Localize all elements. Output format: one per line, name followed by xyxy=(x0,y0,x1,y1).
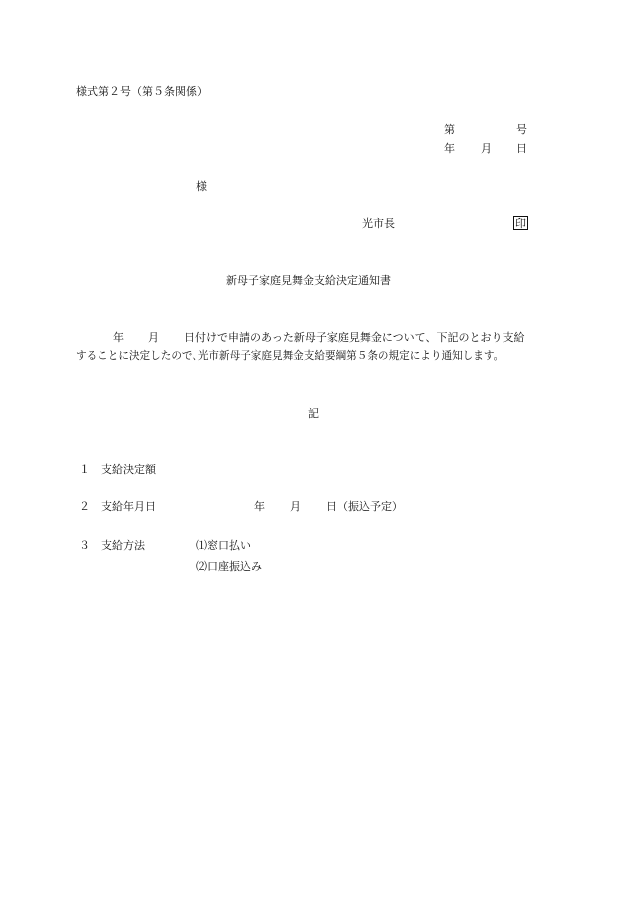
item-3-label: 支給方法 xyxy=(101,539,145,552)
document-title: 新母子家庭見舞金支給決定通知書 xyxy=(226,274,391,287)
item-1-label: 支給決定額 xyxy=(101,463,156,476)
body-year: 年 xyxy=(113,331,124,344)
body-month: 月 xyxy=(148,331,159,344)
item-2-month: 月 xyxy=(290,500,301,513)
ki-heading: 記 xyxy=(308,407,319,420)
payment-option-transfer: ⑵口座振込み xyxy=(196,560,262,573)
number-suffix: 号 xyxy=(516,123,527,136)
date-day: 日 xyxy=(516,142,527,155)
item-2-label: 支給年月日 xyxy=(101,500,156,513)
recipient-suffix: 様 xyxy=(196,180,207,193)
payment-option-cash: ⑴窓口払い xyxy=(196,539,251,552)
item-2-number: ２ xyxy=(79,500,90,513)
number-prefix: 第 xyxy=(444,123,455,136)
item-2-year: 年 xyxy=(254,500,265,513)
item-2-day-note: 日（振込予定） xyxy=(326,500,403,513)
body-line2: することに決定したので､光市新母子家庭見舞金支給要綱第５条の規定により通知します。 xyxy=(76,350,505,362)
seal-mark: 印 xyxy=(515,217,526,230)
item-3-number: ３ xyxy=(79,539,90,552)
body-line1-rest: 日付けで申請のあった新母子家庭見舞金について、下記のとおり支給 xyxy=(184,331,525,344)
date-month: 月 xyxy=(481,142,492,155)
date-year: 年 xyxy=(444,142,455,155)
issuer-name: 光市長 xyxy=(362,217,395,230)
form-id: 様式第２号（第５条関係） xyxy=(76,85,208,98)
item-1-number: １ xyxy=(79,463,90,476)
